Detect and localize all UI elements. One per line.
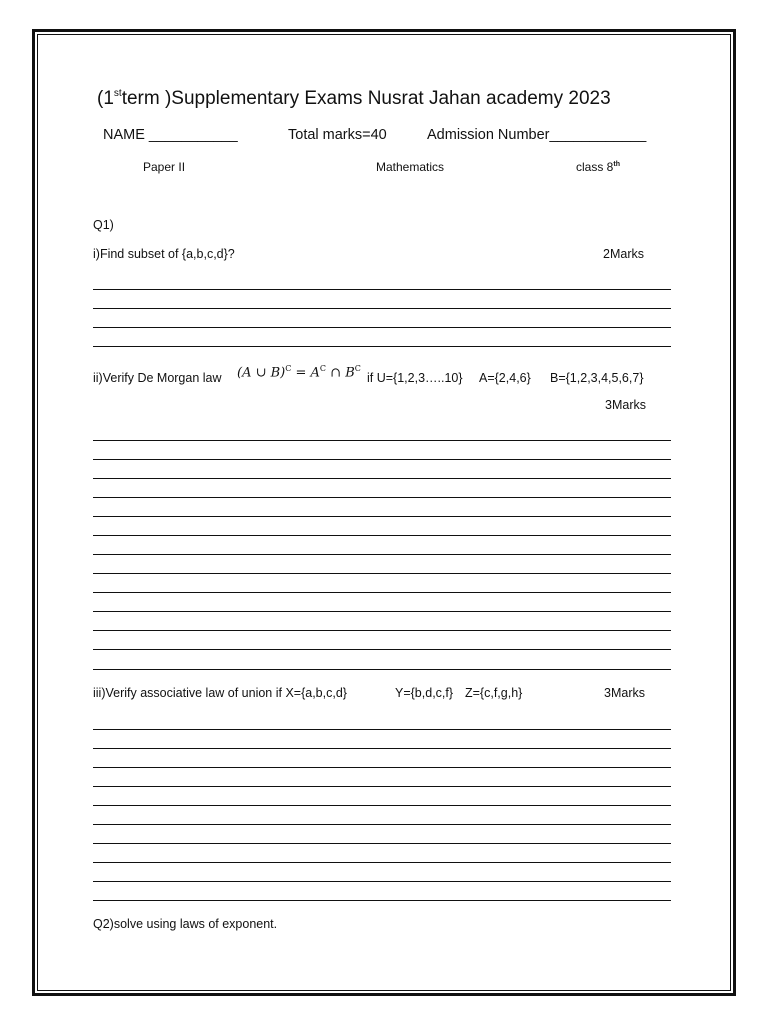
answer-line (93, 440, 671, 441)
q1-ii-prefix: ii)Verify De Morgan law (93, 371, 222, 385)
answer-line (93, 308, 671, 309)
answer-line (93, 497, 671, 498)
de-morgan-formula: (A ∪ $B)^C = A^C$ ∩ $B^C$ (237, 364, 361, 381)
answer-line (93, 824, 671, 825)
q2-text: Q2)solve using laws of exponent. (93, 917, 278, 931)
answer-line (93, 346, 671, 347)
name-field: NAME ___________ (103, 127, 238, 143)
answer-line (93, 592, 671, 593)
answer-line (93, 289, 671, 290)
answer-line (93, 573, 671, 574)
answer-line (93, 881, 671, 882)
page-border-inner (37, 34, 731, 991)
answer-line (93, 805, 671, 806)
q1-iii-set-y: Y={b,d,c,f} (395, 686, 454, 700)
class-label: class 8th (576, 160, 620, 174)
answer-line (93, 862, 671, 863)
answer-line (93, 630, 671, 631)
q1-ii-set-b: B={1,2,3,4,5,6,7} (550, 371, 644, 385)
answer-line (93, 459, 671, 460)
subject-label: Mathematics (376, 160, 445, 174)
answer-line (93, 649, 671, 650)
q1-ii-set-a: A={2,4,6} (479, 371, 531, 385)
paper-label: Paper II (143, 160, 186, 174)
answer-line (93, 748, 671, 749)
total-marks: Total marks=40 (288, 127, 387, 143)
q1-label: Q1) (93, 218, 114, 232)
answer-line (93, 535, 671, 536)
answer-line (93, 669, 671, 670)
q1-ii-universal-set: if U={1,2,3…..10} (367, 371, 463, 385)
answer-line (93, 786, 671, 787)
answer-line (93, 554, 671, 555)
q1-iii-set-z: Z={c,f,g,h} (465, 686, 523, 700)
answer-line (93, 729, 671, 730)
q1-iii-text: iii)Verify associative law of union if X={a,b,c,d} (93, 686, 347, 700)
q1-i-marks: 2Marks (603, 247, 644, 261)
q1-ii-marks: 3Marks (605, 398, 646, 412)
q1-i-text: i)Find subset of {a,b,c,d}? (93, 247, 235, 261)
answer-line (93, 327, 671, 328)
answer-line (93, 767, 671, 768)
answer-line (93, 516, 671, 517)
admission-number-field: Admission Number____________ (427, 127, 647, 143)
answer-line (93, 478, 671, 479)
q1-iii-marks: 3Marks (604, 686, 645, 700)
answer-line (93, 900, 671, 901)
answer-line (93, 843, 671, 844)
answer-line (93, 611, 671, 612)
exam-title: (1stterm )Supplementary Exams Nusrat Jahan academy 2023 (97, 88, 611, 109)
